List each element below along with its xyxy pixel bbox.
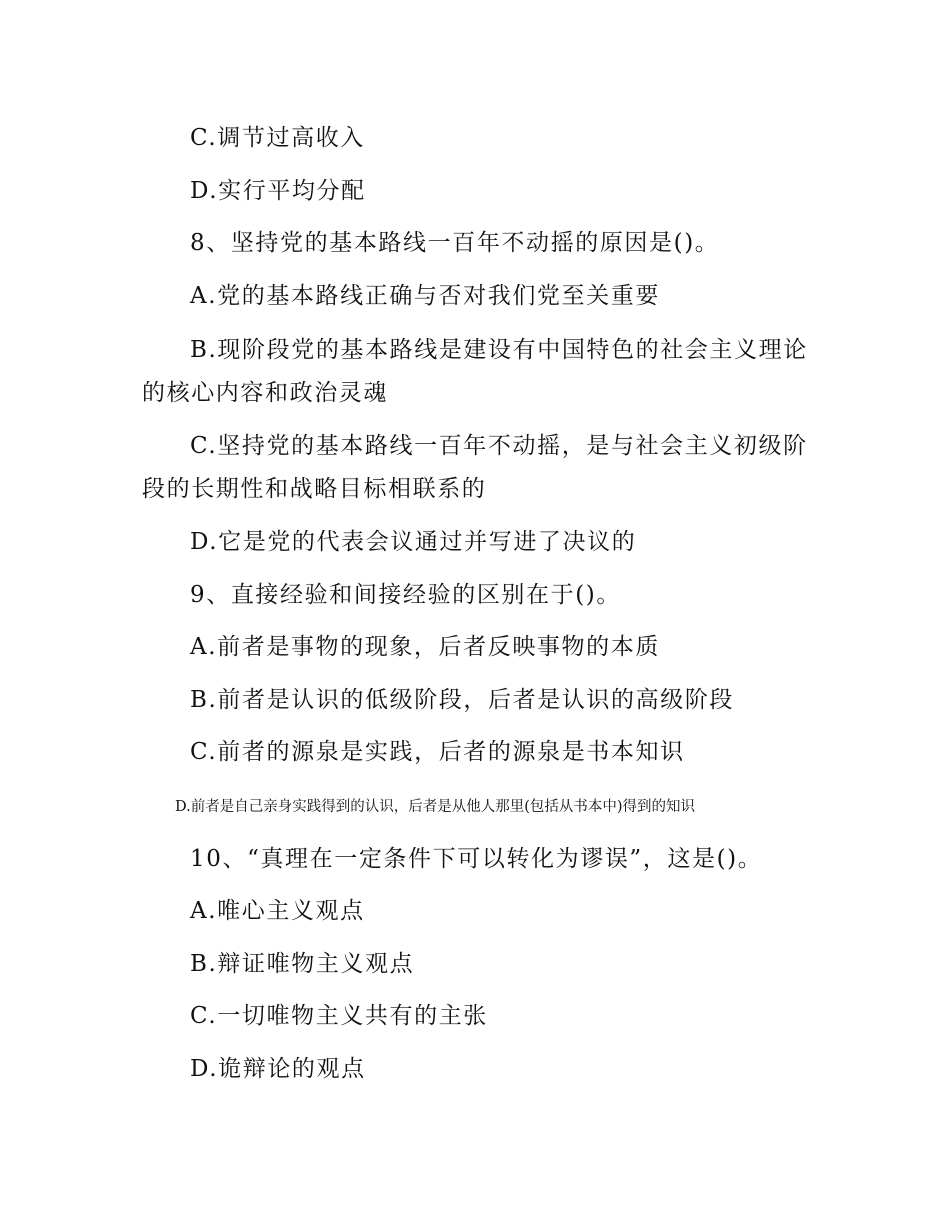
option-7c: C.调节过高收入 <box>190 125 365 151</box>
option-8b-continued: 的核心内容和政治灵魂 <box>142 380 388 406</box>
option-8c: C.坚持党的基本路线一百年不动摇，是与社会主义初级阶 <box>190 433 808 459</box>
option-8d: D.它是党的代表会议通过并写进了决议的 <box>190 529 637 555</box>
option-10c: C.一切唯物主义共有的主张 <box>190 1003 488 1029</box>
option-8c-continued: 段的长期性和战略目标相联系的 <box>142 476 487 502</box>
option-10b: B.辩证唯物主义观点 <box>190 951 415 977</box>
question-10: 10、“真理在一定条件下可以转化为谬误”，这是()。 <box>190 846 763 872</box>
option-9a: A.前者是事物的现象，后者反映事物的本质 <box>190 634 660 660</box>
question-8: 8、坚持党的基本路线一百年不动摇的原因是()。 <box>190 230 720 256</box>
option-9b: B.前者是认识的低级阶段，后者是认识的高级阶段 <box>190 687 735 713</box>
option-10d: D.诡辩论的观点 <box>190 1056 366 1082</box>
question-9: 9、直接经验和间接经验的区别在于()。 <box>190 582 621 608</box>
option-10a: A.唯心主义观点 <box>190 898 365 924</box>
option-8a: A.党的基本路线正确与否对我们党至关重要 <box>190 283 660 309</box>
option-9c: C.前者的源泉是实践，后者的源泉是书本知识 <box>190 739 685 765</box>
option-7d: D.实行平均分配 <box>190 178 366 204</box>
option-9d: D.前者是自己亲身实践得到的认识，后者是从他人那里(包括从书本中)得到的知识 <box>175 799 696 815</box>
option-8b: B.现阶段党的基本路线是建设有中国特色的社会主义理论 <box>190 337 808 363</box>
